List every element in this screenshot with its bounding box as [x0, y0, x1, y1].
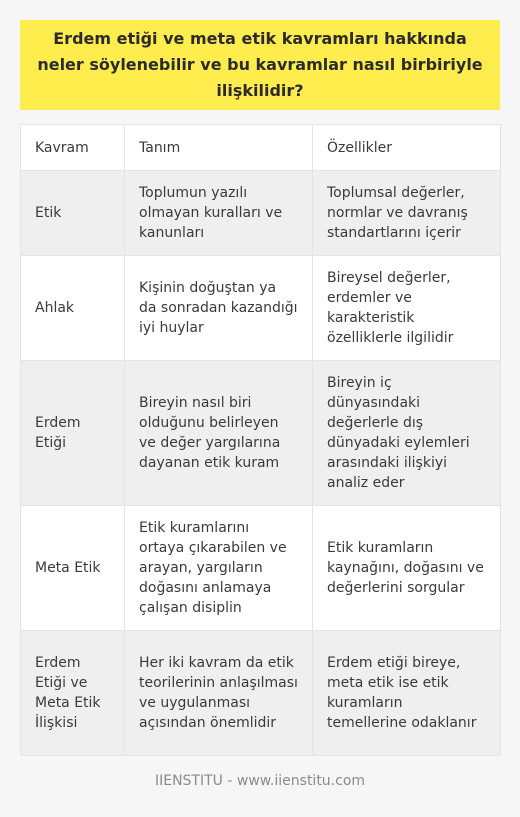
cell-definition: Etik kuramlarını ortaya çıkarabilen ve arayan, yargıların doğasını anlamaya çalışan disiplin: [125, 506, 313, 631]
cell-features: Etik kuramların kaynağını, doğasını ve değerlerini sorgular: [313, 506, 501, 631]
cell-definition: Her iki kavram da etik teorilerinin anlaşılması ve uygulanması açısından önemlidir: [125, 631, 313, 756]
cell-concept: Erdem Etiği: [21, 361, 125, 506]
concepts-table-container: [20, 124, 500, 756]
footer-credit: IIENSTITU - www.iienstitu.com: [154, 773, 366, 789]
table-row: [21, 171, 501, 256]
cell-concept: Etik: [21, 171, 125, 256]
page-title: Erdem etiği ve meta etik kavramları hakkında neler söylenebilir ve bu kavramlar nasıl birbiriyle ilişkilidir?: [37, 29, 483, 100]
table-header-row: [21, 125, 501, 171]
cell-concept: Meta Etik: [21, 506, 125, 631]
cell-features: Toplumsal değerler, normlar ve davranış standartlarını içerir: [313, 171, 501, 256]
header-ozellikler: Özellikler: [313, 125, 501, 171]
header-tanim: Tanım: [125, 125, 313, 171]
cell-definition: Bireyin nasıl biri olduğunu belirleyen ve değer yargılarına dayanan etik kuram: [125, 361, 313, 506]
header-kavram: Kavram: [21, 125, 125, 171]
table-row: [21, 361, 501, 506]
concepts-table: [20, 124, 501, 756]
cell-concept: Ahlak: [21, 256, 125, 361]
table-row: [21, 506, 501, 631]
cell-concept: Erdem Etiği ve Meta Etik İlişkisi: [21, 631, 125, 756]
cell-definition: Toplumun yazılı olmayan kuralları ve kanunları: [125, 171, 313, 256]
title-banner: [20, 20, 500, 110]
cell-features: Bireyin iç dünyasındaki değerlerle dış dünyadaki eylemleri arasındaki ilişkiyi analiz eder: [313, 361, 501, 506]
table-row: [21, 256, 501, 361]
cell-features: Erdem etiği bireye, meta etik ise etik kuramların temellerine odaklanır: [313, 631, 501, 756]
cell-definition: Kişinin doğuştan ya da sonradan kazandığı iyi huylar: [125, 256, 313, 361]
cell-features: Bireysel değerler, erdemler ve karakteristik özelliklerle ilgilidir: [313, 256, 501, 361]
table-row: [21, 631, 501, 756]
